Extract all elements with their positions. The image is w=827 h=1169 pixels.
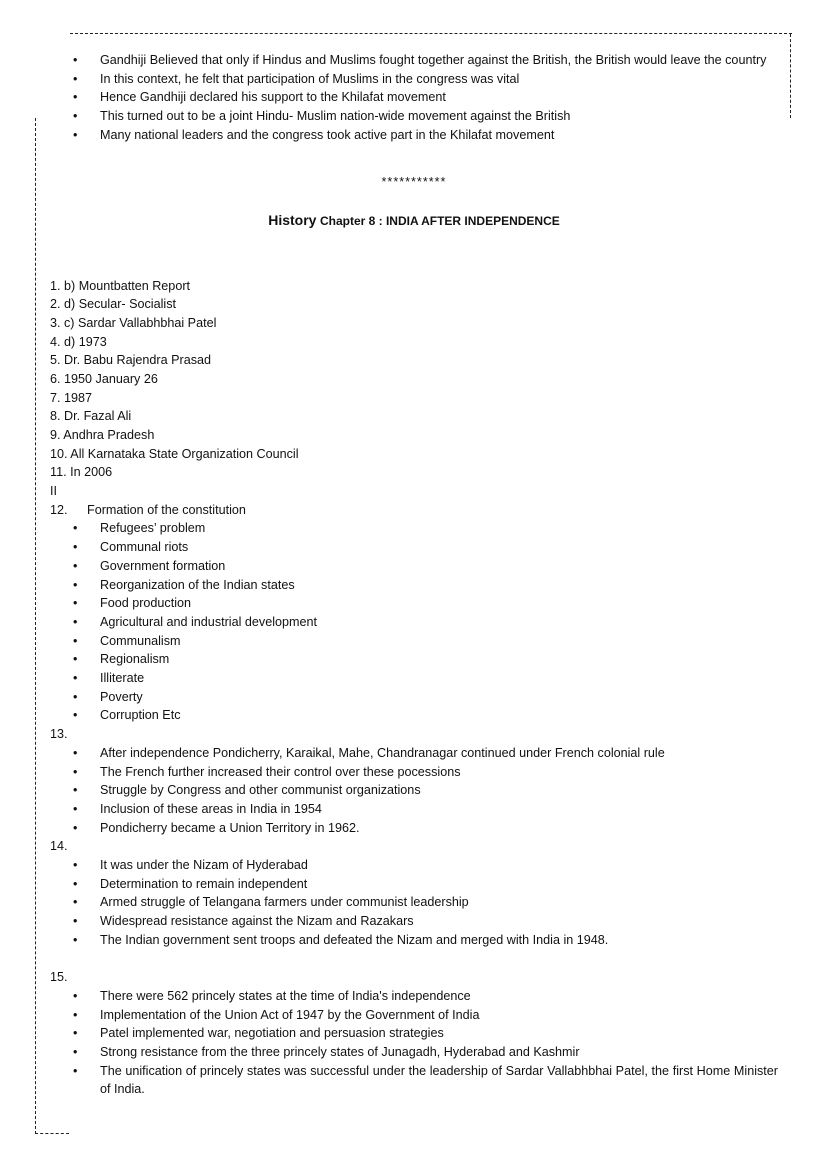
list-item: • Poverty <box>50 688 778 707</box>
question-number: 13. <box>50 727 68 742</box>
answer-line: 3. c) Sardar Vallabhbhai Patel <box>50 315 217 330</box>
chapter-title: Chapter 8 : INDIA AFTER INDEPENDENCE <box>319 213 560 228</box>
list-item: • Struggle by Congress and other communist organizations <box>50 781 778 800</box>
list-item: • Illiterate <box>50 669 778 688</box>
document-body <box>50 51 778 1099</box>
list-item: • The French further increased their control over these pocessions <box>50 763 778 782</box>
answer-line: 7. 1987 <box>50 390 93 405</box>
question-12 <box>50 501 778 725</box>
list-item: • Food production <box>50 594 778 613</box>
question-15 <box>50 968 778 1099</box>
list-item: • There were 562 princely states at the time of India's independence <box>50 987 778 1006</box>
list-item: • Inclusion of these areas in India in 1954 <box>50 800 778 819</box>
answer-line: 9. Andhra Pradesh <box>50 428 155 443</box>
list-item: • Strong resistance from the three princely states of Junagadh, Hyderabad and Kashmir <box>50 1043 778 1062</box>
answer-line: 8. Dr. Fazal Ali <box>50 409 132 424</box>
list-item: • This turned out to be a joint Hindu- Muslim nation-wide movement against the British <box>50 107 778 126</box>
page-border-right <box>790 34 791 118</box>
answer-line: 4. d) 1973 <box>50 334 107 349</box>
chapter-subject: History <box>268 211 317 228</box>
list-item: • Hence Gandhiji declared his support to the Khilafat movement <box>50 88 778 107</box>
list-item: • Regionalism <box>50 650 778 669</box>
page-border-left <box>35 118 36 1134</box>
list-item: • The Indian government sent troops and defeated the Nizam and merged with India in 1948. <box>50 931 778 950</box>
section-mark: II <box>50 484 57 499</box>
list-item: • In this context, he felt that participation of Muslims in the congress was vital <box>50 70 778 89</box>
answer-line: 11. In 2006 <box>50 465 113 480</box>
question-14 <box>50 837 778 949</box>
answer-line: 6. 1950 January 26 <box>50 371 158 386</box>
list-item: • Patel implemented war, negotiation and persuasion strategies <box>50 1024 778 1043</box>
answer-line: 1. b) Mountbatten Report <box>50 278 191 293</box>
page-border-top <box>70 33 792 34</box>
list-item: • After independence Pondicherry, Karaikal, Mahe, Chandranagar continued under French colonial rule <box>50 744 778 763</box>
list-item: • Reorganization of the Indian states <box>50 576 778 595</box>
list-item: • Government formation <box>50 557 778 576</box>
list-item: • Communal riots <box>50 538 778 557</box>
answer-line: 10. All Karnataka State Organization Council <box>50 446 299 461</box>
page-border-bottom <box>35 1133 69 1134</box>
spacer <box>50 950 778 969</box>
list-item: • Armed struggle of Telangana farmers under communist leadership <box>50 893 778 912</box>
answer-line: 2. d) Secular- Socialist <box>50 297 176 312</box>
short-answers <box>50 277 778 501</box>
list-item: • Agricultural and industrial development <box>50 613 778 632</box>
list-item: • Corruption Etc <box>50 706 778 725</box>
list-item: • The unification of princely states was successful under the leadership of Sardar Vallabhbhai Patel, the first Home Minister of India. <box>50 1062 778 1099</box>
question-number: 14. <box>50 839 68 854</box>
question-13 <box>50 725 778 837</box>
khilafat-bullet-list <box>50 51 778 145</box>
question-number: 15. <box>50 970 68 985</box>
list-item: • Pondicherry became a Union Territory in 1962. <box>50 819 778 838</box>
list-item: • Gandhiji Believed that only if Hindus and Muslims fought together against the British, the British would leave the country <box>50 51 778 70</box>
question-heading: Formation of the constitution <box>87 502 246 517</box>
list-item: • Determination to remain independent <box>50 875 778 894</box>
chapter-heading <box>50 209 778 231</box>
list-item: • Many national leaders and the congress took active part in the Khilafat movement <box>50 126 778 145</box>
list-item: • Widespread resistance against the Nizam and Razakars <box>50 912 778 931</box>
section-separator: *********** <box>381 174 447 189</box>
question-number: 12. <box>50 502 68 517</box>
answer-line: 5. Dr. Babu Rajendra Prasad <box>50 353 212 368</box>
list-item: • It was under the Nizam of Hyderabad <box>50 856 778 875</box>
list-item: • Communalism <box>50 632 778 651</box>
list-item: • Refugees’ problem <box>50 519 778 538</box>
list-item: • Implementation of the Union Act of 1947 by the Government of India <box>50 1006 778 1025</box>
